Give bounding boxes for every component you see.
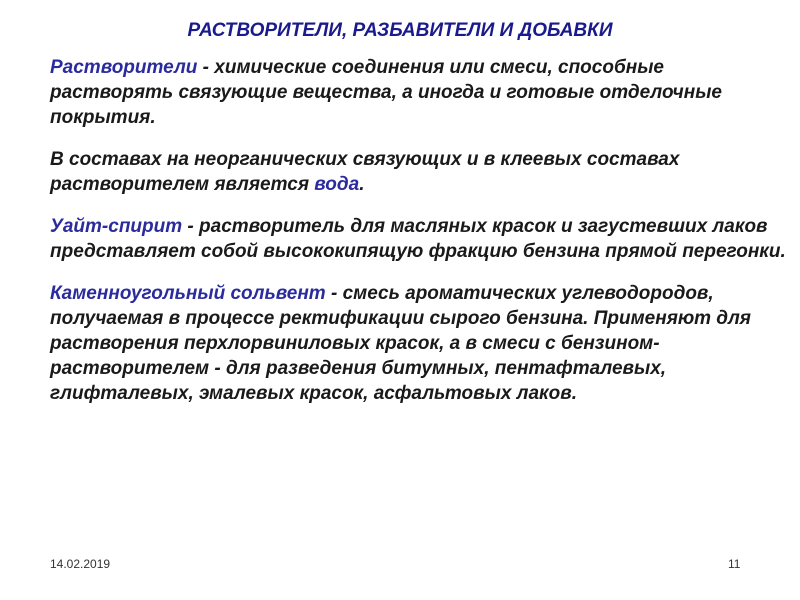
term-solvents: Растворители [50, 57, 198, 78]
paragraph-white-spirit [50, 214, 790, 264]
slide-title: РАСТВОРИТЕЛИ, РАЗБАВИТЕЛИ И ДОБАВКИ [187, 20, 613, 41]
paragraph-water [50, 147, 790, 197]
slide-body [50, 55, 790, 423]
paragraph-text: В составах на неорганических связующих и в клеевых составах растворителем является [50, 149, 680, 195]
footer-date: 14.02.2019 [50, 557, 111, 571]
term-white-spirit: Уайт-спирит [50, 216, 183, 237]
paragraph-coal-solvent [50, 281, 790, 406]
paragraph-text: - химические соединения или смеси, способные растворять связующие вещества, а иногда и готовые отделочные покрытия. [50, 57, 722, 128]
term-water: вода [314, 174, 360, 195]
paragraph-text: . [359, 174, 365, 195]
page-number: 11 [728, 557, 741, 571]
paragraph-text: - смесь ароматических углеводородов, получаемая в процессе ректификации сырого бензина. Применяют для растворения перхлорвиниловых красок, а в смеси с бензином-растворителем - для разведения битумных, пентафталевых, глифталевых, эмалевых красок, асфальтовых лаков. [50, 283, 751, 404]
paragraph-text: - растворитель для масляных красок и загустевших лаков представляет собой высококипящую фракцию бензина прямой перегонки. [50, 216, 786, 262]
paragraph-solvents-definition [50, 55, 790, 130]
term-coal-solvent: Каменноугольный сольвент [50, 283, 326, 304]
